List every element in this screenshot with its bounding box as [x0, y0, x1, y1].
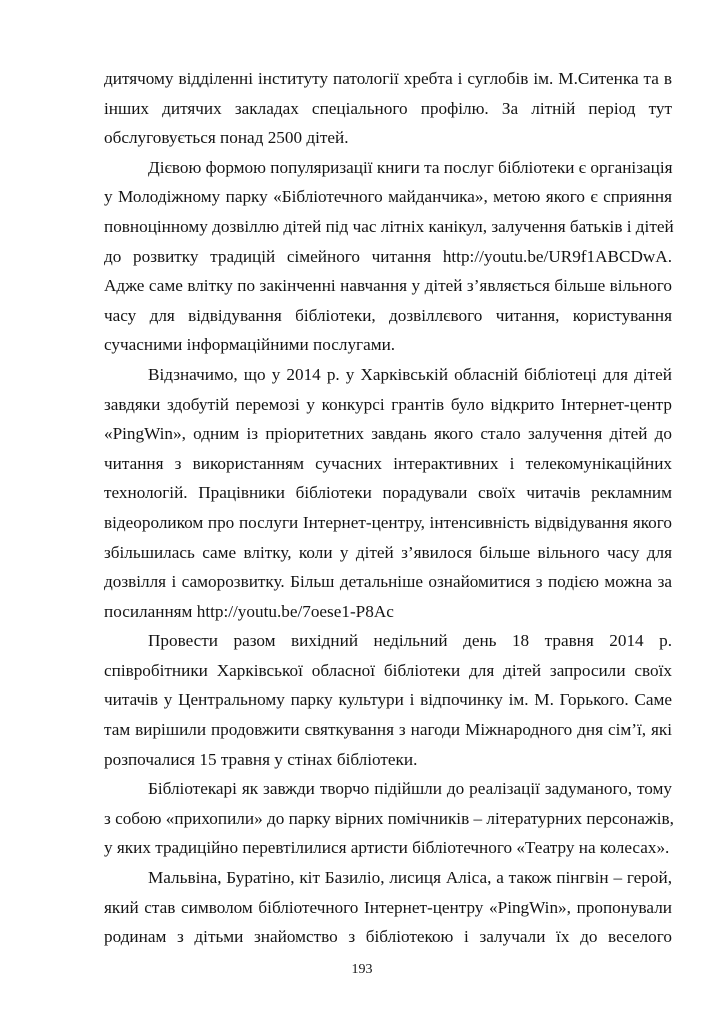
text-line: співробітники Харківської обласної бібліотеки для дітей запросили своїх [104, 660, 672, 680]
text-line: там вирішили продовжити святкування з нагоди Міжнародного дня сім’ї, які [104, 720, 672, 740]
text-line: читання з використанням сучасних інтерактивних і телекомунікаційних [104, 453, 672, 473]
text-line: дитячому відділенні інституту патології хребта і суглобів ім. М.Ситенка та в [104, 69, 672, 88]
text-line: з собою «прихопили» до парку вірних помічників – літературних персонажів, [104, 808, 674, 828]
text-line: дозвілля і саморозвитку. Більш детальніше ознайомитися з подією можна за [104, 572, 672, 592]
text-line: розпочалися 15 травня у стінах бібліотеки. [104, 749, 418, 769]
text-line: посиланням http://youtu.be/7oese1-P8Ac [104, 601, 394, 621]
text-line: повноцінному дозвіллю дітей під час літніх канікул, залучення батьків і дітей [104, 216, 674, 236]
text-line: сучасними інформаційними послугами. [104, 335, 396, 355]
text-line: до розвитку традицій сімейного читання http://youtu.be/UR9f1ABCDwA. [104, 246, 672, 266]
text-line: Адже саме влітку по закінченні навчання у дітей з’являється більше вільного [104, 276, 672, 296]
text-line: у Молодіжному парку «Бібліотечного майданчика», метою якого є сприяння [104, 187, 672, 207]
text-line: відеороликом про послуги Інтернет-центру, інтенсивність відвідування якого [104, 512, 672, 532]
text-line: часу для відвідування бібліотеки, дозвіллєвого читання, користування [104, 305, 672, 325]
text-line: завдяки здобутій перемозі у конкурсі грантів було відкрито Інтернет-центр [104, 394, 672, 414]
text-line: збільшилась саме влітку, коли у дітей з’явилося більше вільного часу для [104, 542, 672, 562]
paragraph-first-line: Провести разом вихідний недільний день 18 травня 2014 р. [148, 631, 672, 651]
text-line: читачів у Центральному парку культури і відпочинку ім. М. Горького. Саме [104, 690, 672, 710]
text-line: у яких традиційно перевтілилися артисти бібліотечного «Театру на колесах». [104, 838, 670, 858]
text-line: інших дитячих закладах спеціального профілю. За літній період тут [104, 98, 672, 118]
text-line: родинам з дітьми знайомство з бібліотекою і залучали їх до веселого [104, 927, 672, 947]
paragraph-first-line: Дієвою формою популяризації книги та послуг бібліотеки є організація [148, 157, 673, 177]
paragraph-first-line: Відзначимо, що у 2014 р. у Харківській обласній бібліотеці для дітей [148, 364, 672, 384]
text-line: який став символом бібліотечного Інтернет-центру «PingWin», пропонували [104, 897, 672, 917]
text-line: обслуговується понад 2500 дітей. [104, 128, 349, 148]
text-line: «PingWin», одним із пріоритетних завдань якого стало залучення дітей до [104, 424, 672, 444]
paragraph-first-line: Бібліотекарі як завжди творчо підійшли до реалізації задуманого, тому [148, 779, 672, 799]
text-line: технологій. Працівники бібліотеки порадували своїх читачів рекламним [104, 483, 672, 503]
paragraph-first-line: Мальвіна, Буратіно, кіт Базиліо, лисиця Аліса, а також пінгвін – герой, [148, 868, 672, 888]
body-text [104, 64, 672, 952]
page-number: 193 [351, 962, 373, 977]
